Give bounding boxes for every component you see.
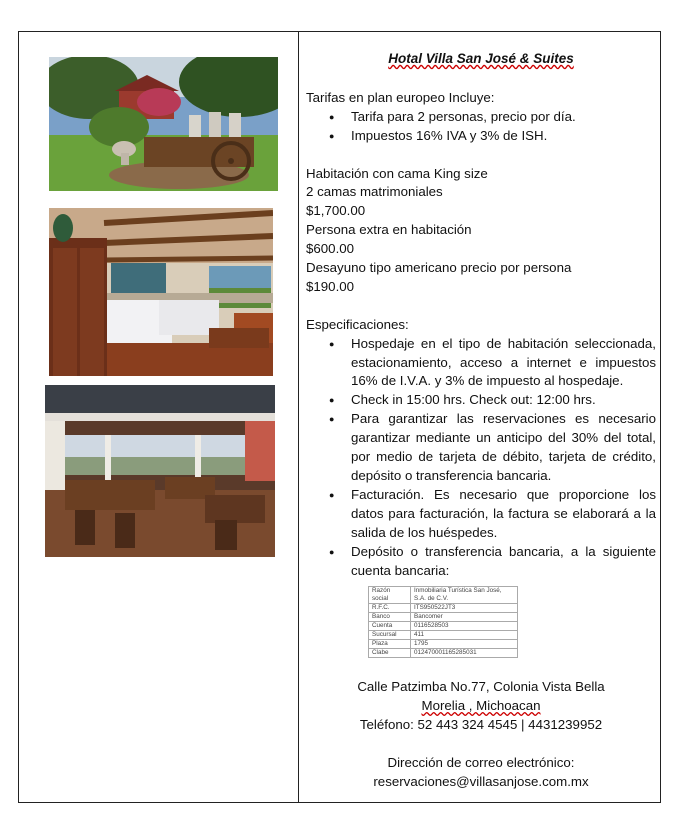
address-line: Calle Patzimba No.77, Colonia Vista Bella xyxy=(357,679,605,695)
bank-field-label: Plaza xyxy=(369,640,411,649)
bank-field-value: Bancomer xyxy=(411,613,518,622)
room-beds-line: 2 camas matrimoniales xyxy=(306,184,443,200)
bank-field-value: ITS950522JT3 xyxy=(411,604,518,613)
bank-row xyxy=(369,613,518,622)
hotel-title: Hotal Villa San José & Suites xyxy=(388,51,574,66)
column-divider xyxy=(298,31,299,803)
rate-bullet: ● Tarifa para 2 personas, precio por día. xyxy=(351,108,656,127)
bank-row xyxy=(369,622,518,631)
city-line: Morelia , Michoacan xyxy=(421,698,541,714)
bank-field-value: 0116528503 xyxy=(411,622,518,631)
restaurant-terrace-photo xyxy=(45,385,275,557)
bank-field-label: Sucursal xyxy=(369,631,411,640)
bank-field-label: Cuenta xyxy=(369,622,411,631)
email-label: Dirección de correo electrónico: xyxy=(387,755,575,771)
bank-field-value: 1795 xyxy=(411,640,518,649)
bank-account-table xyxy=(368,586,518,658)
spec-bullet: ● Facturación. Es necesario que proporcione los datos para facturación, la factura se elaborará a la salida de los huéspedes. xyxy=(351,486,656,543)
bank-field-label: Razón social xyxy=(369,587,411,604)
garden-cart-photo xyxy=(49,57,278,191)
phone-line: Teléfono: 52 443 324 4545 | 4431239952 xyxy=(359,717,603,733)
hotel-info-column xyxy=(306,50,656,792)
bank-row xyxy=(369,649,518,658)
spec-bullet-checkin: ● Check in 15:00 hrs. Check out: 12:00 hrs. xyxy=(351,391,656,410)
spec-bullet-bank: ● Depósito o transferencia bancaria, a la siguiente cuenta bancaria: xyxy=(351,543,656,581)
bank-row xyxy=(369,631,518,640)
rate-bullet: ● Impuestos 16% IVA y 3% de ISH. xyxy=(351,127,656,146)
extra-person-price: $600.00 xyxy=(306,241,355,257)
specs-list xyxy=(306,335,656,581)
bank-field-label: Banco xyxy=(369,613,411,622)
spec-bullet: ● Hospedaje en el tipo de habitación seleccionada, estacionamiento, acceso a internet e impuestos 16% de I.V.A. y 3% de impuesto al hospedaje. xyxy=(351,335,656,392)
email-address[interactable]: reservaciones@villasanjose.com.mx xyxy=(373,773,589,789)
room-price: $1,700.00 xyxy=(306,203,366,219)
specs-heading: Especificaciones: xyxy=(306,316,409,332)
extra-person-label: Persona extra en habitación xyxy=(306,222,472,238)
bank-field-value: 012470001165285031 xyxy=(411,649,518,658)
bank-row xyxy=(369,587,518,604)
bank-field-label: Clabe xyxy=(369,649,411,658)
rates-list xyxy=(306,108,656,146)
bank-field-value: 411 xyxy=(411,631,518,640)
breakfast-price: $190.00 xyxy=(306,278,355,294)
bank-row xyxy=(369,640,518,649)
breakfast-label: Desayuno tipo americano precio por persona xyxy=(306,260,572,276)
room-two-beds-photo xyxy=(49,208,273,376)
bank-field-value: Inmobiliaria Turística San José, S.A. de C.V. xyxy=(411,587,518,604)
room-type-line: Habitación con cama King size xyxy=(306,165,488,181)
bank-row xyxy=(369,604,518,613)
rates-heading: Tarifas en plan europeo Incluye: xyxy=(306,89,495,105)
spec-bullet: ● Para garantizar las reservaciones es necesario garantizar mediante un anticipo del 30% del total, por medio de tarjeta de débito, tarjeta de crédito, depósito o transferencia bancaria. xyxy=(351,410,656,486)
bank-field-label: R.F.C. xyxy=(369,604,411,613)
